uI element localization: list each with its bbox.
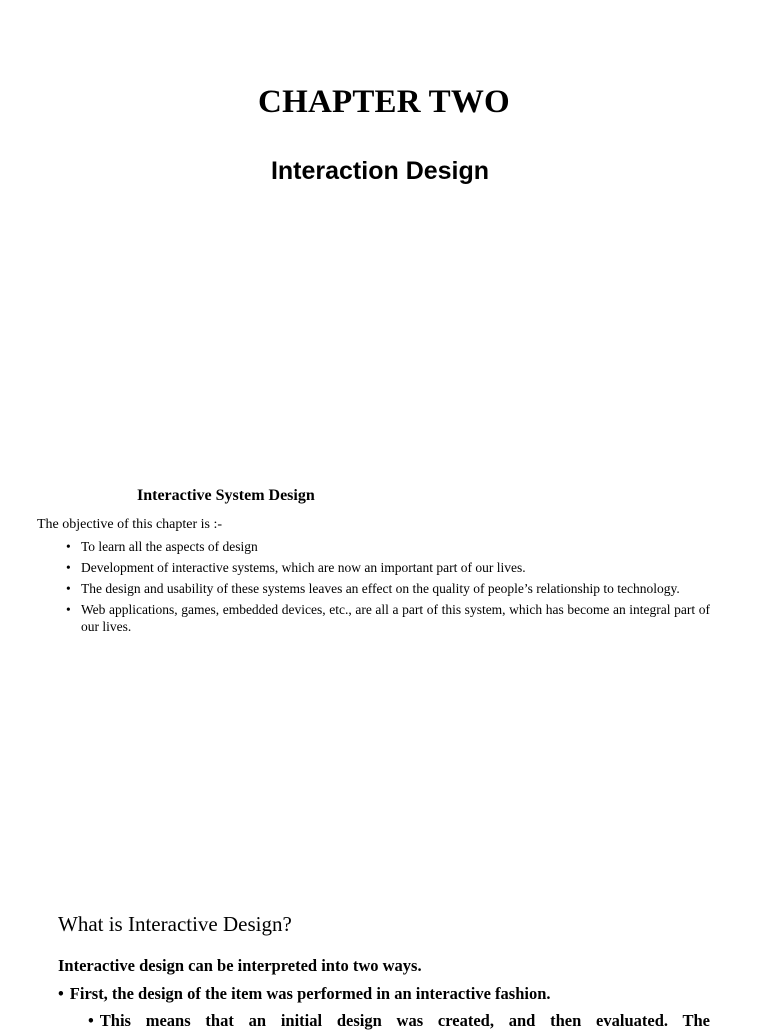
chapter-subtitle: Interaction Design [270,157,490,185]
list-item-text: To learn all the aspects of design [81,539,258,554]
title-slide [0,0,768,235]
sub-point-text: This means that an initial design was created, and then evaluated. The [99,1011,710,1030]
list-item-text: Development of interactive systems, which are now an important part of our lives. [81,560,526,575]
bullet-icon: • [66,581,71,596]
objective-list [66,538,710,639]
list-item [66,538,710,555]
first-point [58,984,551,1004]
bullet-icon: • [58,984,64,1003]
sub-point [88,1011,710,1031]
bullet-icon: • [66,539,71,554]
definition-slide [0,900,768,1030]
objectives-slide [0,470,768,670]
section-heading: Interactive System Design [137,487,315,504]
bullet-icon: • [66,602,71,617]
list-item [66,559,710,576]
first-point-text: First, the design of the item was performed in an interactive fashion. [69,984,551,1003]
list-item [66,580,710,597]
objective-intro: The objective of this chapter is :- [37,517,223,532]
list-item [66,601,710,635]
chapter-title: CHAPTER TWO [258,84,510,120]
list-item-text: Web applications, games, embedded devices, etc., are all a part of this system, which has become an integral part of our lives. [81,602,710,634]
list-item-text: The design and usability of these systems leaves an effect on the quality of people’s relationship to technology. [81,581,680,596]
intro-text: Interactive design can be interpreted into two ways. [58,956,422,975]
bullet-icon: • [88,1011,94,1030]
slide-title: What is Interactive Design? [58,912,292,936]
bullet-icon: • [66,560,71,575]
